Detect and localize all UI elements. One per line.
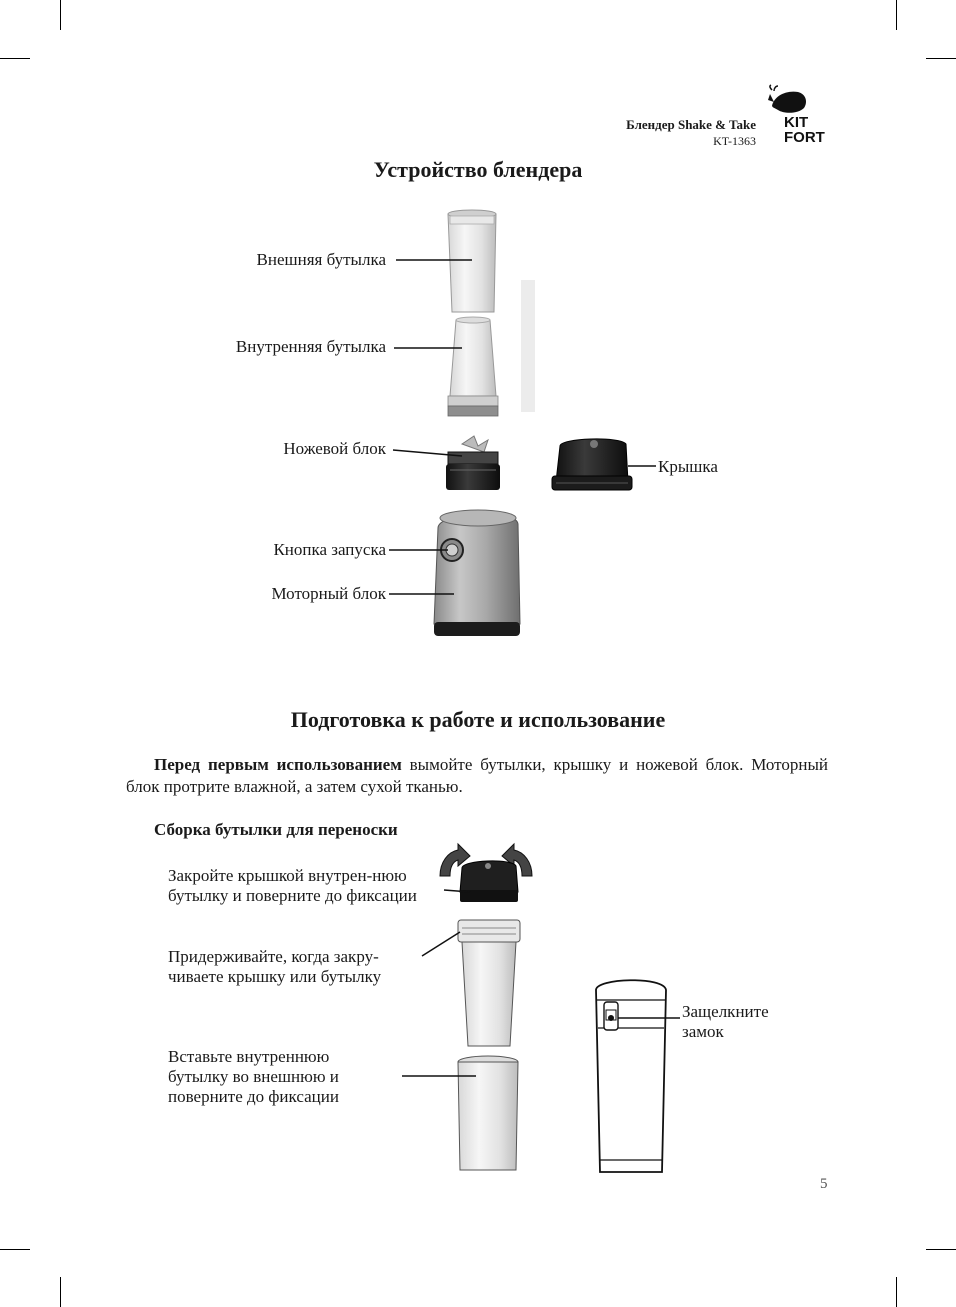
subheading-assembly: Сборка бутылки для переноски (154, 820, 398, 839)
assembled-bottle (596, 980, 666, 1172)
blade-unit (446, 436, 500, 490)
lock-icon (606, 1010, 616, 1020)
section-title-device: Устройство блендера (373, 157, 583, 182)
label-blade-unit: Ножевой блок (283, 439, 386, 458)
section-title-preparation: Подготовка к работе и использование (290, 707, 666, 732)
step-lock: Защелкните замок (682, 1002, 769, 1041)
label-lid: Крышка (658, 457, 718, 476)
outer-bottle-small (458, 1056, 518, 1170)
step-close-lid: Закройте крышкой внутрен-нюю бутылку и поверните до фиксации (168, 866, 417, 905)
crop-mark (896, 1277, 897, 1307)
intro-text: вымойте бутылки, крышку и ножевой блок. Моторный блок протрите влажной, а затем сухой тканью. (126, 755, 828, 796)
step-insert: Вставьте внутреннюю бутылку во внешнюю и поверните до фиксации (168, 1047, 339, 1106)
motor-unit (434, 510, 520, 636)
lid (552, 439, 632, 490)
lid-small (460, 861, 518, 902)
intro-paragraph (126, 754, 828, 798)
page-number: 5 (820, 1176, 828, 1192)
crop-mark (926, 1249, 956, 1250)
rotate-arrow-icon (502, 844, 532, 876)
inner-bottle-small (458, 920, 520, 1046)
label-inner-bottle: Внутренняя бутылка (235, 337, 386, 356)
crop-mark (0, 1249, 30, 1250)
label-outer-bottle: Внешняя бутылка (256, 250, 386, 269)
label-motor-unit: Моторный блок (271, 584, 386, 603)
step-hold: Придерживайте, когда закру-чиваете крышку или бутылку (168, 947, 382, 986)
outer-bottle (448, 210, 496, 312)
model-number: KT-1363 (713, 134, 756, 148)
label-start-button: Кнопка запуска (273, 540, 386, 559)
logo-line-2: FORT (784, 129, 825, 146)
logo-line-1: KIT (784, 114, 809, 131)
rotate-arrow-icon (440, 844, 470, 876)
product-title: Блендер Shake & Take (626, 117, 756, 132)
intro-bold: Перед первым использованием (154, 755, 402, 774)
crop-mark (60, 1277, 61, 1307)
